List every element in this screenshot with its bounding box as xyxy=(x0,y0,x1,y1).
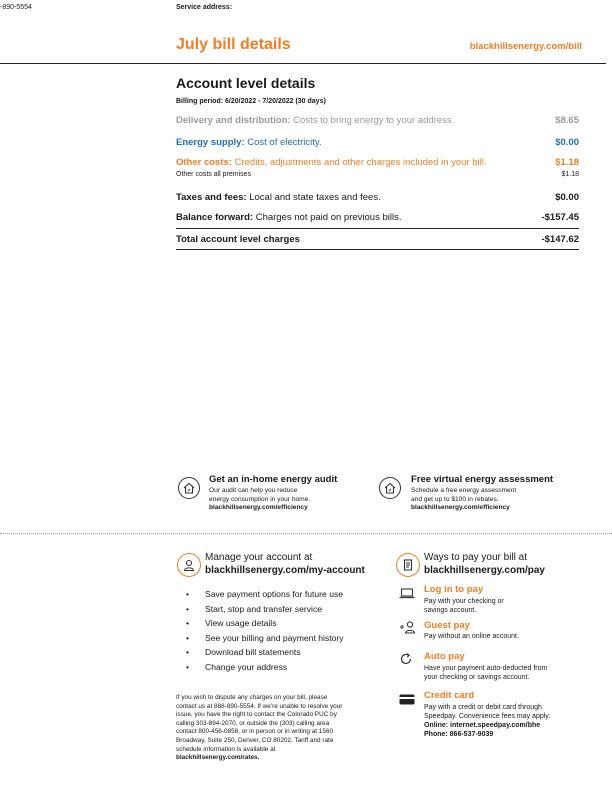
pay-link[interactable]: blackhillsenergy.com/pay xyxy=(424,565,545,576)
delivery-label: Delivery and distribution: xyxy=(176,115,291,126)
virtual-line2: and get up to $100 in rebates. xyxy=(411,495,499,503)
audit-line1: Our audit can help you reduce xyxy=(209,487,298,494)
bill-website-link[interactable]: blackhillsenergy.com/bill xyxy=(469,41,582,52)
energy-amount: $0.00 xyxy=(555,137,579,148)
list-item: • Download bill statements xyxy=(186,647,344,662)
other-label: Other costs: xyxy=(176,157,232,168)
list-item: • See your billing and payment history xyxy=(186,633,344,648)
speedpay-online-link[interactable]: Online: internet.speedpay.com/bhe xyxy=(424,722,541,729)
user-icon xyxy=(177,553,201,577)
taxes-row xyxy=(176,192,579,203)
balance-row xyxy=(176,212,579,223)
list-item: • Save payment options for future use xyxy=(186,589,344,604)
login-pay-line: savings account. xyxy=(424,607,477,614)
list-item: • View usage details xyxy=(186,618,344,633)
dispute-line: issue, you have the right to contact the Colorado PUC by xyxy=(176,711,337,719)
audit-line2: energy consumption in your home. xyxy=(209,495,311,503)
manage-feature-list xyxy=(186,589,344,676)
credit-card-icon xyxy=(399,692,415,710)
taxes-amount: $0.00 xyxy=(555,192,579,203)
refresh-icon xyxy=(399,652,413,671)
auto-pay-desc xyxy=(424,664,547,682)
credit-card-desc xyxy=(424,703,550,739)
balance-amount: -$157.45 xyxy=(541,212,579,223)
header-divider xyxy=(0,63,606,64)
account-heading: Account level details xyxy=(176,75,316,91)
guest-pay-title[interactable]: Guest pay xyxy=(424,620,470,631)
virtual-line1: Schedule a free energy assessment xyxy=(411,487,517,494)
dispute-line: contact us at 888-890-5554. If we're unable to resolve your xyxy=(176,702,343,710)
other-sub-amount: $1.18 xyxy=(561,171,579,178)
login-pay-title[interactable]: Log in to pay xyxy=(424,584,484,595)
other-desc: Credits, adjustments and other charges included in your bill. xyxy=(231,157,487,168)
billing-period: Billing period: 6/20/2022 - 7/20/2022 (30 days) xyxy=(176,98,326,105)
login-pay-line: Pay with your checking or xyxy=(424,598,504,605)
auto-pay-title[interactable]: Auto pay xyxy=(424,651,465,662)
total-row xyxy=(176,234,579,245)
delivery-desc: Costs to bring energy to your address. xyxy=(290,115,455,126)
laptop-icon xyxy=(399,586,415,604)
service-address-label: Service address: xyxy=(176,4,233,11)
home-audit-icon xyxy=(178,477,200,499)
rates-link[interactable]: blackhillsenergy.com/rates. xyxy=(176,754,260,762)
total-label: Total account level charges xyxy=(176,234,300,245)
other-sub-label: Other costs all premises xyxy=(176,171,252,178)
virtual-link[interactable]: blackhillsenergy.com/efficiency xyxy=(411,504,510,511)
energy-desc: Cost of electricity. xyxy=(244,137,322,148)
energy-row xyxy=(176,137,579,148)
virtual-assessment-icon xyxy=(379,477,401,499)
other-amount: $1.18 xyxy=(555,157,579,168)
audit-title: Get an in-home energy audit xyxy=(209,474,338,485)
phone-fragment: -890-5554 xyxy=(0,4,32,11)
dispute-line: contact 800-456-0858, or in person or in writing at 1560 xyxy=(176,728,334,736)
delivery-amount: $8.65 xyxy=(555,115,579,126)
taxes-desc: Local and state taxes and fees. xyxy=(246,192,381,203)
energy-label: Energy supply: xyxy=(176,137,245,148)
balance-label: Balance forward: xyxy=(176,212,254,223)
delivery-row xyxy=(176,115,579,126)
balance-desc: Charges not paid on previous bills. xyxy=(253,212,402,223)
total-divider-bottom xyxy=(176,249,579,250)
audit-desc xyxy=(209,487,310,513)
pay-line1: Ways to pay your bill at xyxy=(424,552,528,563)
auto-pay-line: your checking or savings account. xyxy=(424,674,530,681)
list-item: • Start, stop and transfer service xyxy=(186,604,344,619)
audit-link[interactable]: blackhillsenergy.com/efficiency xyxy=(209,504,308,511)
dispute-line: If you wish to dispute any charges on your bill, please xyxy=(176,694,328,701)
virtual-desc xyxy=(411,487,516,513)
virtual-title: Free virtual energy assessment xyxy=(411,474,554,485)
manage-link[interactable]: blackhillsenergy.com/my-account xyxy=(205,565,365,576)
dispute-line: schedule information is available at xyxy=(176,745,276,753)
other-sub-row xyxy=(176,170,579,179)
bill-icon xyxy=(396,553,420,577)
add-user-icon xyxy=(399,620,416,639)
other-row xyxy=(176,157,579,168)
credit-card-line: Speedpay. Convenience fees may apply. xyxy=(424,713,551,720)
credit-card-title[interactable]: Credit card xyxy=(424,690,475,701)
credit-card-line: Pay with a credit or debit card through xyxy=(424,704,542,711)
page-title: July bill details xyxy=(176,36,291,53)
total-divider-top xyxy=(176,228,579,229)
taxes-label: Taxes and fees: xyxy=(176,192,247,203)
login-pay-desc xyxy=(424,597,504,615)
dispute-line: Broadway, Suite 250, Denver, CO 80202. Tariff and rate xyxy=(176,736,334,744)
section-divider xyxy=(0,533,612,534)
speedpay-phone: Phone: 866-537-9039 xyxy=(424,731,494,738)
total-amount: -$147.62 xyxy=(541,234,579,245)
dispute-text xyxy=(176,694,381,763)
guest-pay-desc: Pay without an online account. xyxy=(424,633,519,640)
list-item: • Change your address xyxy=(186,662,344,677)
dispute-line: calling 303-894-2070, or outside the (303) calling area xyxy=(176,719,330,727)
auto-pay-line: Have your payment auto-deducted from xyxy=(424,665,548,672)
manage-line1: Manage your account at xyxy=(205,552,313,563)
